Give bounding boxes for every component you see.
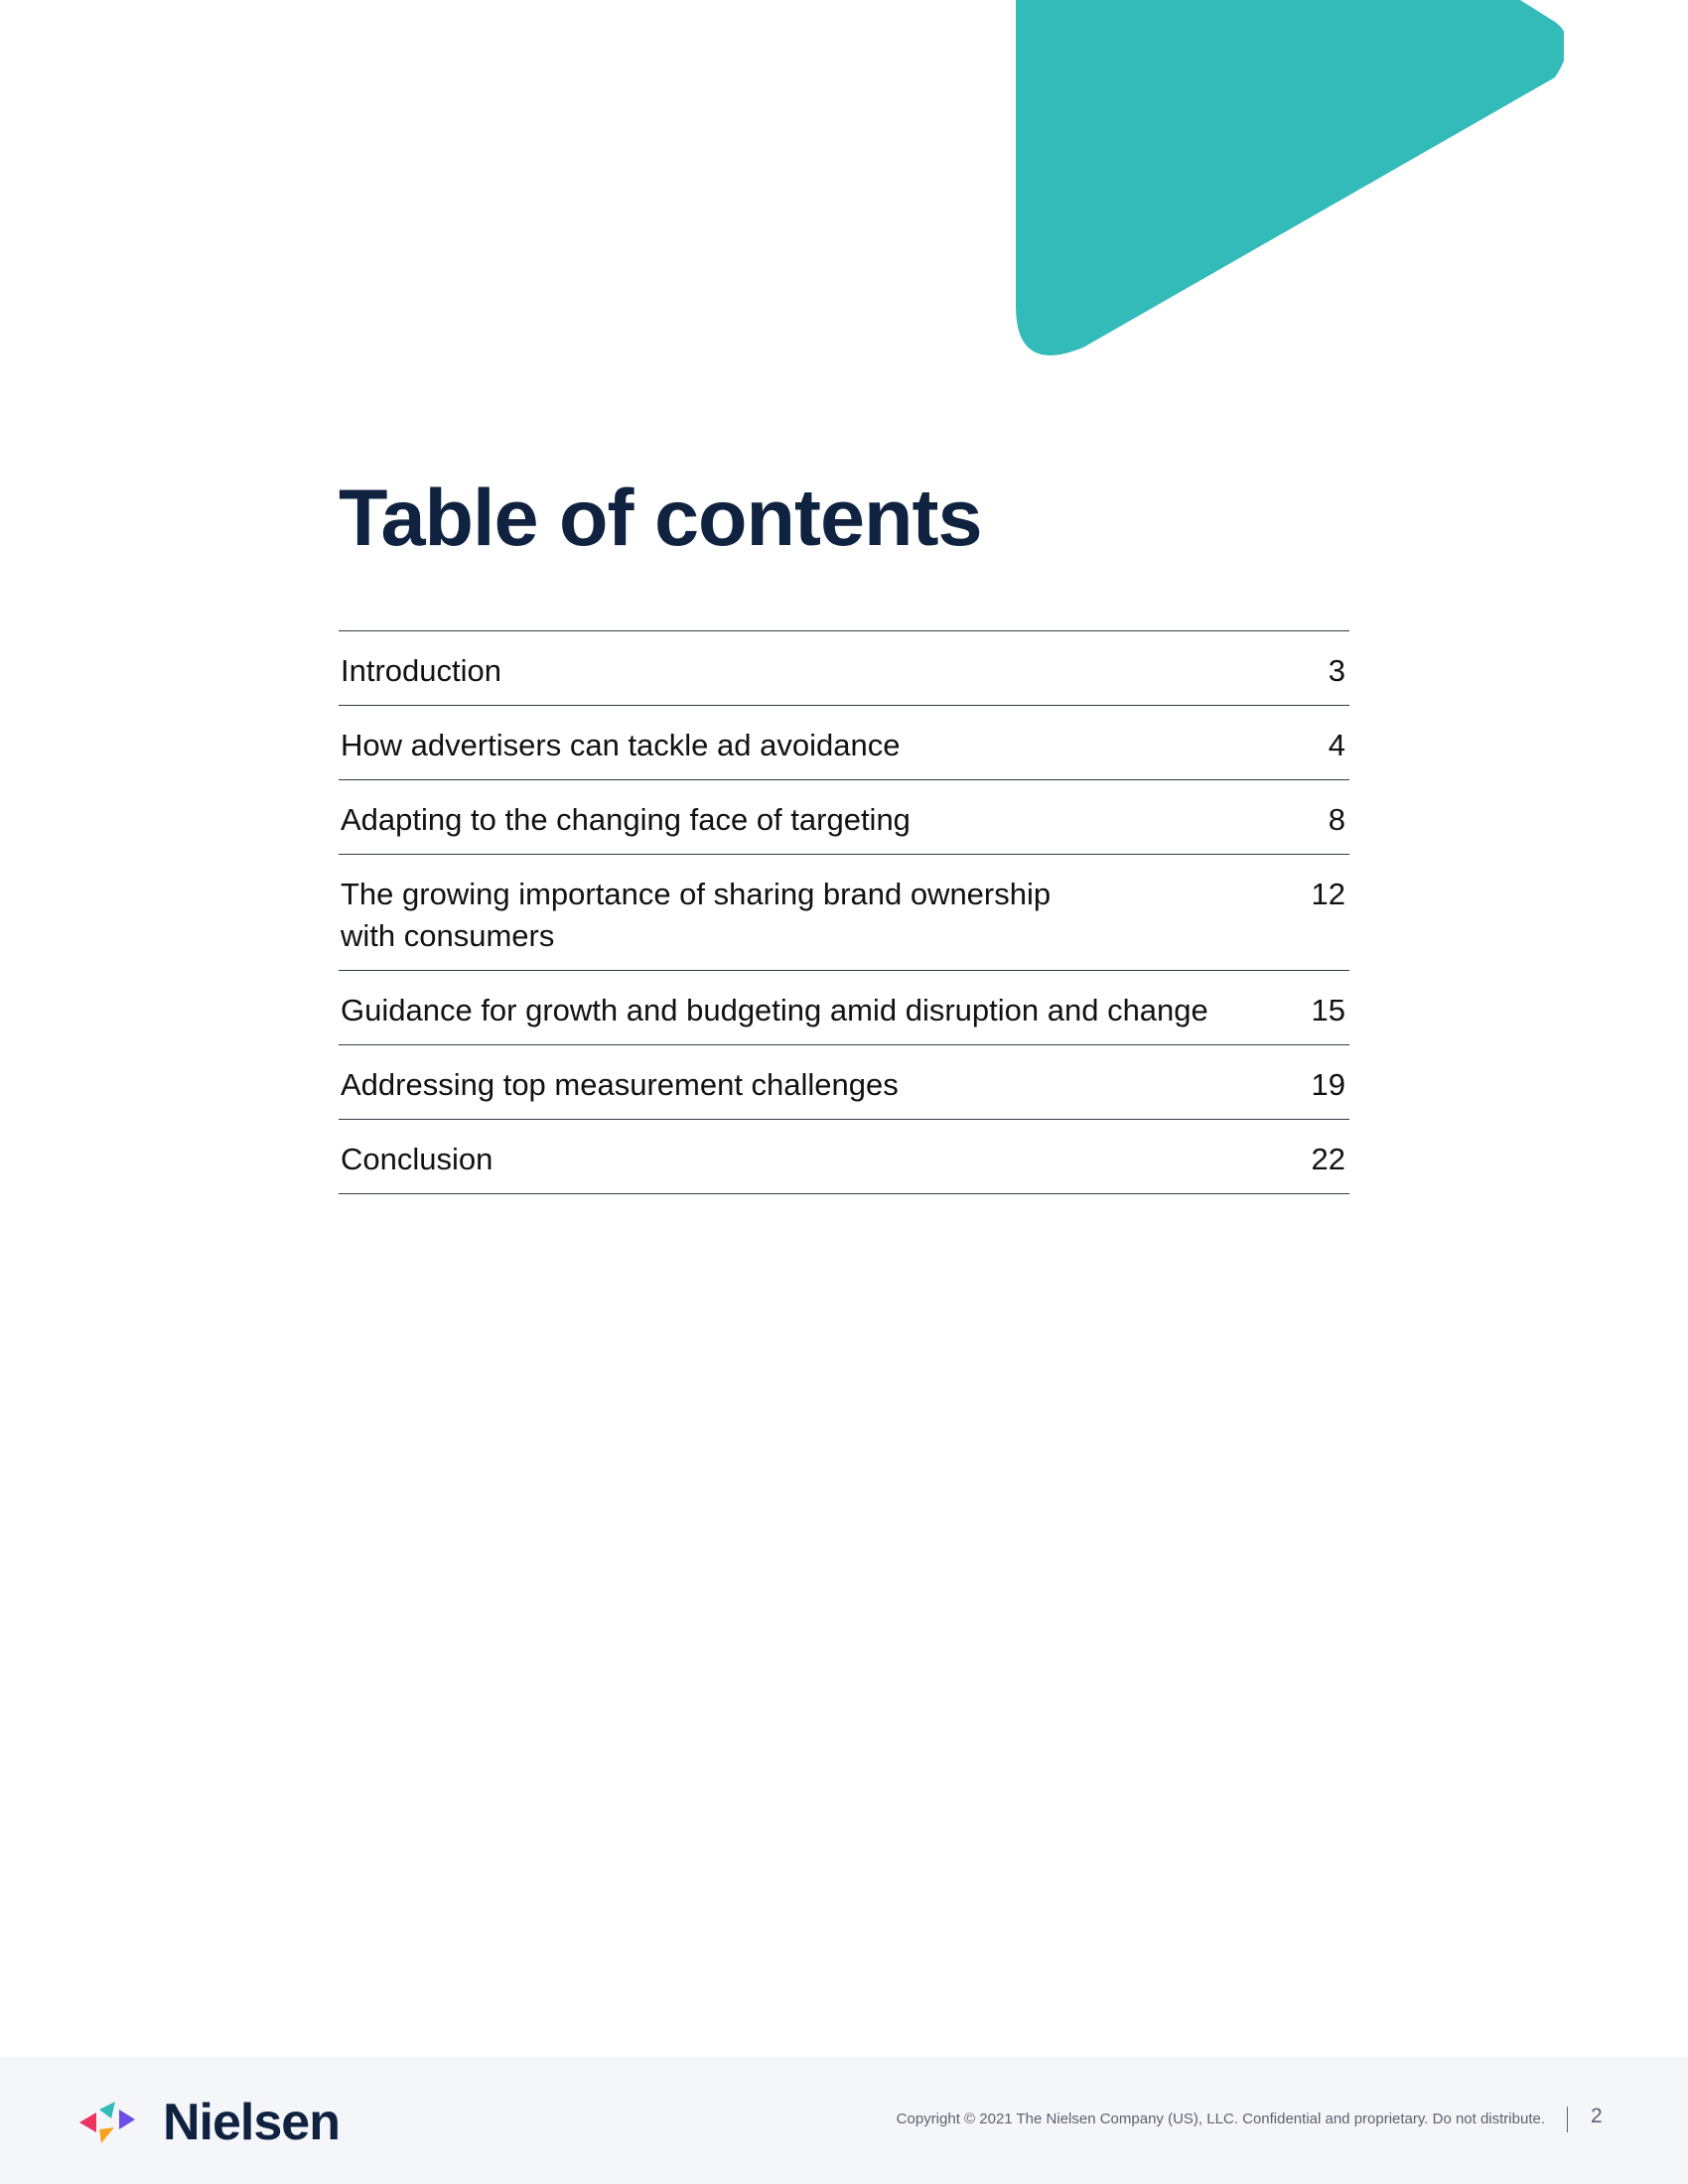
nielsen-logo — [79, 2094, 340, 2151]
nielsen-logo-mark-icon — [79, 2100, 151, 2145]
toc-entry[interactable] — [339, 1045, 1349, 1120]
toc-entry-page: 15 — [1311, 993, 1345, 1027]
page-title: Table of contents — [339, 474, 982, 563]
toc-entry-label: Adapting to the changing face of targeting — [341, 802, 911, 837]
decorative-triangle-icon — [1016, 0, 1564, 360]
logo-wordmark: Nielsen — [163, 2094, 340, 2151]
toc-entry-label: The growing importance of sharing brand ownership with consumers — [341, 877, 1052, 953]
page-number: 2 — [1591, 2105, 1603, 2127]
toc-entry[interactable] — [339, 780, 1349, 855]
footer-divider — [1567, 2107, 1568, 2132]
toc-entry[interactable] — [339, 1120, 1349, 1194]
toc-entry-page: 8 — [1328, 802, 1345, 837]
toc-entry[interactable] — [339, 706, 1349, 780]
toc-entry-label: Guidance for growth and budgeting amid disruption and change — [341, 993, 1208, 1027]
toc-entry[interactable] — [339, 971, 1349, 1045]
toc-entry-page: 22 — [1311, 1142, 1345, 1176]
copyright-notice: Copyright © 2021 The Nielsen Company (US), LLC. Confidential and proprietary. Do not distribute. — [896, 2111, 1545, 2127]
table-of-contents — [339, 630, 1349, 1194]
toc-entry-page: 3 — [1328, 653, 1345, 688]
toc-entry[interactable] — [339, 631, 1349, 706]
toc-entry[interactable] — [339, 855, 1349, 971]
toc-entry-page: 4 — [1328, 728, 1345, 762]
toc-entry-label: Addressing top measurement challenges — [341, 1067, 899, 1102]
toc-entry-page: 19 — [1311, 1067, 1345, 1102]
toc-entry-page: 12 — [1311, 877, 1345, 911]
page-footer — [0, 2057, 1688, 2184]
toc-entry-label: Conclusion — [341, 1142, 493, 1176]
toc-entry-label: How advertisers can tackle ad avoidance — [341, 728, 901, 762]
toc-entry-label: Introduction — [341, 653, 501, 688]
